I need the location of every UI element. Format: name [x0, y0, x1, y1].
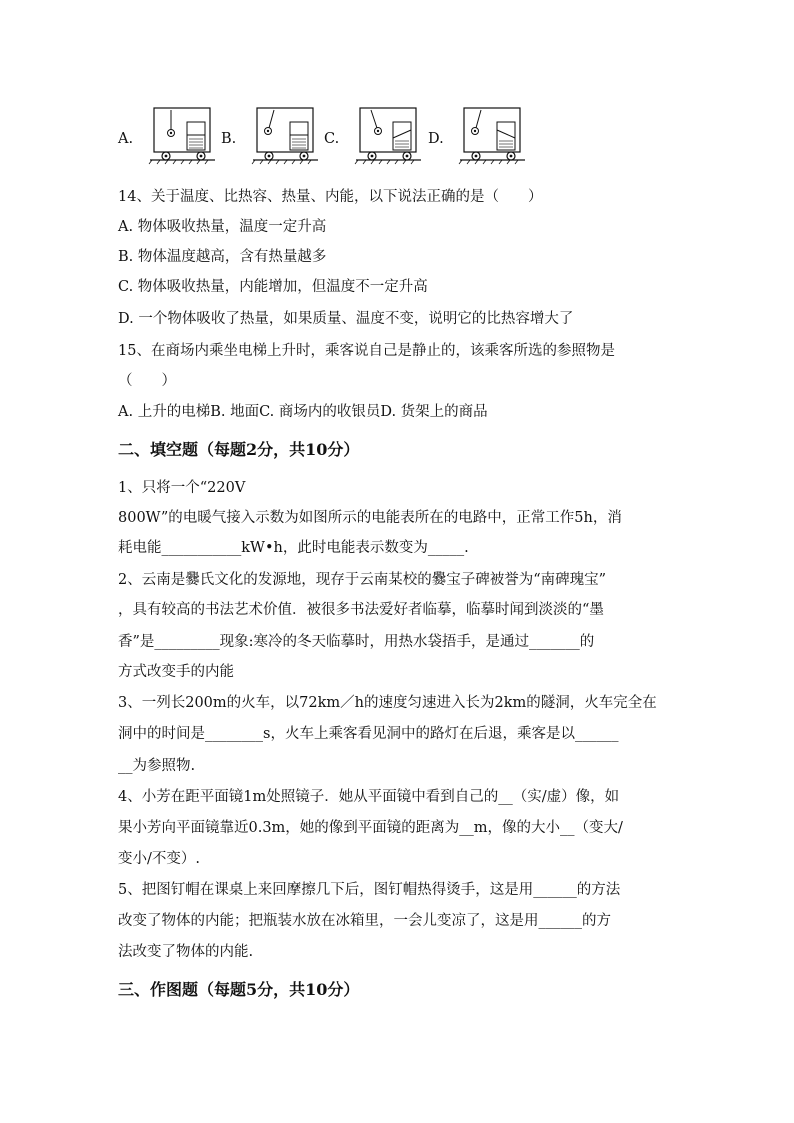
fill-2-line-2: ，具有较高的书法艺术价值．被很多书法爱好者临摹，临摹时闻到淡淡的“墨 — [118, 602, 604, 618]
fill-3-line-3: __为参照物. — [118, 758, 196, 774]
cart-figure-options — [118, 104, 578, 174]
figure-option-label: D. — [428, 131, 444, 147]
q14-option-c: C. 物体吸收热量，内能增加，但温度不一定升高 — [118, 279, 428, 295]
q14-option-b: B. 物体温度越高，含有热量越多 — [118, 249, 327, 265]
fill-2-line-4: 方式改变手的内能 — [118, 664, 234, 680]
figure-option-a — [118, 104, 230, 174]
cart-diagram-a — [135, 104, 215, 166]
fill-4-line-3: 变小/不变）. — [118, 851, 200, 867]
figure-option-label: C. — [324, 131, 340, 147]
section-3-heading: 三、作图题（每题5分，共10分） — [118, 980, 360, 999]
question-14: 14、关于温度、比热容、热量、内能，以下说法正确的是（ ） — [118, 189, 543, 205]
q15-options: A. 上升的电梯B. 地面C. 商场内的收银员D. 货架上的商品 — [118, 404, 488, 420]
fill-3-line-2: 洞中的时间是________s，火车上乘客看见洞中的路灯在后退，乘客是以______ — [118, 726, 619, 742]
figure-option-label: B. — [221, 131, 237, 147]
cart-diagram-c — [341, 104, 421, 166]
fill-3-line-1: 3、一列长200m的火车，以72km／h的速度匀速进入长为2km的隧洞，火车完全在 — [118, 695, 657, 711]
question-15: 15、在商场内乘坐电梯上升时，乘客说自己是静止的，该乘客所选的参照物是 — [118, 343, 615, 359]
cart-diagram-d — [445, 104, 525, 166]
figure-option-d — [428, 104, 540, 174]
figure-option-label: A. — [118, 131, 134, 147]
cart-diagram-b — [238, 104, 318, 166]
q14-option-d: D. 一个物体吸收了热量，如果质量、温度不变，说明它的比热容增大了 — [118, 311, 574, 327]
fill-1-line-3: 耗电能___________kW•h，此时电能表示数变为_____. — [118, 540, 469, 556]
q14-option-a: A. 物体吸收热量，温度一定升高 — [118, 219, 327, 235]
question-15-bracket: （ ） — [118, 373, 176, 389]
figure-option-b — [221, 104, 333, 174]
fill-4-line-1: 4、小芳在距平面镜1m处照镜子．她从平面镜中看到自己的__（实/虚）像，如 — [118, 789, 620, 805]
fill-2-line-3: 香”是_________现象:寒冷的冬天临摹时，用热水袋捂手，是通过_______的 — [118, 634, 595, 650]
fill-1-line-1: 1、只将一个“220V — [118, 480, 246, 496]
fill-5-line-1: 5、把图钉帽在课桌上来回摩擦几下后，图钉帽热得烫手，这是用______的方法 — [118, 882, 621, 898]
figure-option-c — [324, 104, 436, 174]
fill-2-line-1: 2、云南是爨氏文化的发源地，现存于云南某校的爨宝子碑被誉为“南碑瑰宝” — [118, 572, 607, 588]
fill-5-line-2: 改变了物体的内能；把瓶装水放在冰箱里，一会儿变凉了，这是用______的方 — [118, 913, 611, 929]
fill-4-line-2: 果小芳向平面镜靠近0.3m，她的像到平面镜的距离为__m，像的大小__（变大/ — [118, 820, 623, 836]
section-2-heading: 二、填空题（每题2分，共10分） — [118, 440, 360, 459]
fill-1-line-2: 800W”的电暖气接入示数为如图所示的电能表所在的电路中，正常工作5h，消 — [118, 510, 622, 526]
fill-5-line-3: 法改变了物体的内能. — [118, 944, 254, 960]
